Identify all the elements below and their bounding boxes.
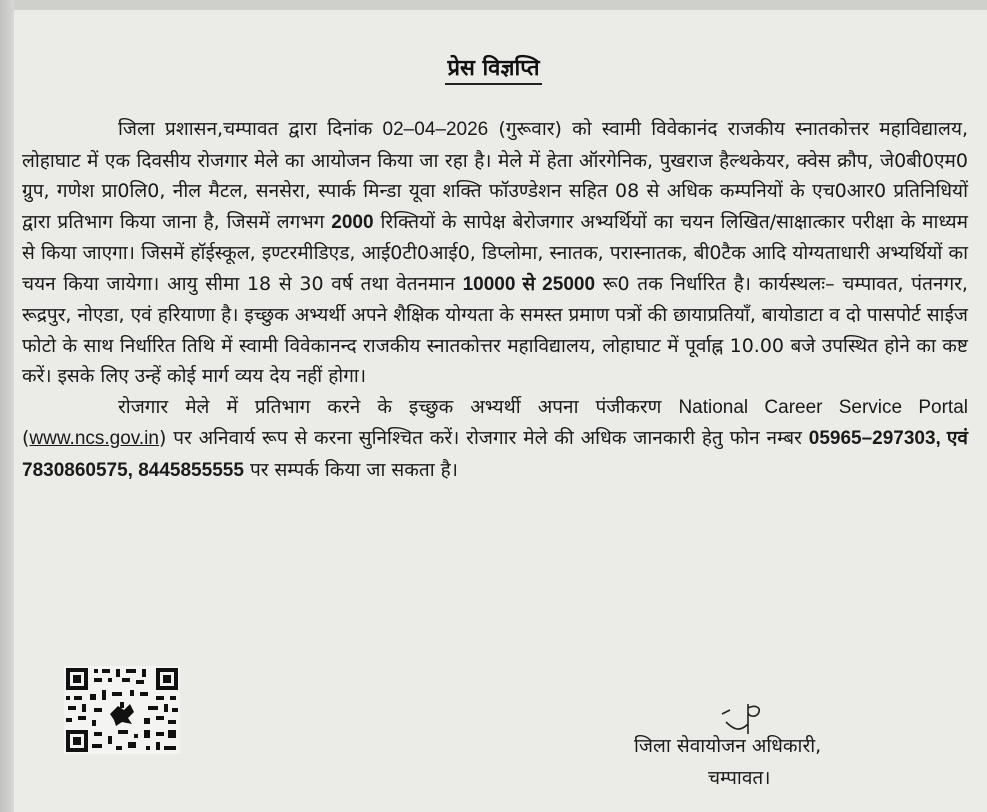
- contact-phone-numbers: 05965–297303, एवं 7830860575, 8445855555: [22, 428, 968, 481]
- para2-text-4: पर सम्पर्क किया जा सकता है।: [243, 458, 458, 481]
- qr-code: [64, 666, 180, 754]
- page-top-edge: [0, 0, 987, 10]
- paragraph-2: [22, 392, 968, 487]
- para2-text-3: ) पर अनिवार्य रूप से करना सुनिश्चित करें। रोजगार मेले की अधिक जानकारी हेतु फोन नम्बर: [158, 427, 809, 449]
- page-title: [0, 52, 987, 82]
- para2-text-1: रोजगार मेले में प्रतिभाग करने के इच्छुक अभ्यर्थी अपना पंजीकरण: [118, 395, 679, 418]
- para1-text-1: जिला प्रशासन,चम्पावत द्वारा दिनांक: [118, 118, 383, 140]
- portal-name: National Career Service Portal: [678, 396, 968, 418]
- para1-text-4: रू0 तक निर्धारित है। कार्यस्थलः– चम्पावत, पंतनगर, रूद्रपुर, नोएडा, एवं हरियाणा है। इच्छुक अभ्यर्थी अपने शैक्षिक योग्यता के समस्त प्रमाण पत्रों की छायाप्रतियाँ, बायोडाटा व दो पासपोर्ट साईज फोटो के साथ निर्धारित तिथि में स्वामी विवेकानन्द राजकीय स्नातकोत्तर महाविद्यालय, लोहाघाट में पूर्वाह्न 10.00 बजे उपस्थित होने का कष्ट करें। इसके लिए उन्हें कोई मार्ग व्यय देय नहीं होगा।: [22, 272, 968, 387]
- para2-text-2: (: [22, 427, 30, 449]
- signatory-place: चम्पावत।: [708, 767, 771, 789]
- signatory-designation: जिला सेवायोजन अधिकारी,: [634, 735, 822, 757]
- paragraph-1: [22, 114, 968, 392]
- event-date: 02–04–2026: [382, 119, 489, 140]
- vacancy-count: 2000: [331, 211, 374, 233]
- para1-text-2: (गुरूवार) को स्वामी विवेकानंद राजकीय स्नातकोत्तर महाविद्यालय, लोहाघाट में एक दिवसीय रोजगार मेले का आयोजन किया जा रहा है। मेले में हेता ऑरगेनिक, पुखराज हैल्थकेयर, क्वेस क्रौप, जे0बी0एम0 ग्रुप, गणेश प्रा0लि0, नील मैटल, सनसेरा, स्पार्क मिन्डा यूवा शक्ति फॉउण्डेशन सहित 08 से अधिक कम्पनियों के एच0आर0 प्रतिनिधियों द्वारा प्रतिभाग किया जाना है, जिसमें लगभग: [22, 118, 968, 233]
- para1-text-3: रिक्तियों के सापेक्ष बेरोजगार अभ्यर्थियों का चयन लिखित/साक्षात्कार परीक्षा के माध्यम से किया जाएगा। जिसमें हॉईस्कूल, इण्टरमीडिएड, आई0टी0आई0, डिप्लोमा, स्नातक, परास्नातक, बी0टैक आदि योग्यताधारी अभ्यर्थियों का चयन किया जायेगा। आयु सीमा 18 से 30 वर्ष तथा वेतनमान: [22, 210, 968, 295]
- ncs-website-link[interactable]: www.ncs.gov.in: [29, 428, 159, 449]
- release-body: [22, 114, 968, 486]
- page-left-edge: [0, 0, 14, 812]
- salary-range: 10000 से 25000: [462, 273, 596, 295]
- title-text: प्रेस विज्ञप्ति: [445, 56, 541, 85]
